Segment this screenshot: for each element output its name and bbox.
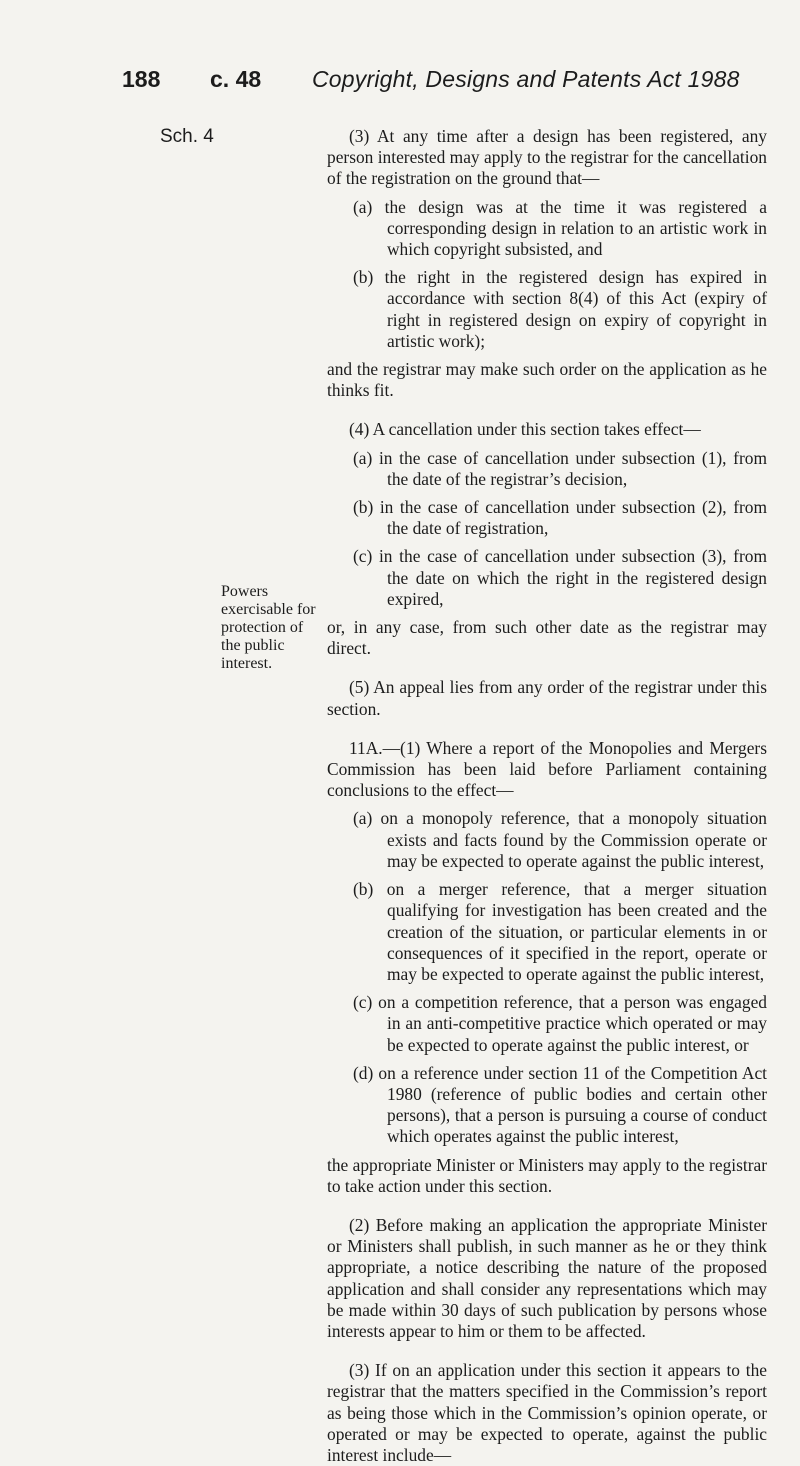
- section-11a-1d: (d) on a reference under section 11 of the Competition Act 1980 (reference of public bodies and certain other persons), that a person is pursuing a course of conduct which operates against the public interest,: [353, 1062, 767, 1147]
- paragraph-4-tail: or, in any case, from such other date as the registrar may direct.: [327, 617, 767, 659]
- section-11a-1b: (b) on a merger reference, that a merger situation qualifying for investigation has been created and the creation of the situation, or particular elements in or consequences of it specified in the report, operate or may be expected to operate against the public interest,: [353, 879, 767, 984]
- section-11a-1-tail: the appropriate Minister or Ministers may apply to the registrar to take action under this section.: [327, 1154, 767, 1196]
- section-11a-1: 11A.—(1) Where a report of the Monopolies and Mergers Commission has been laid before Parliament containing conclusions to the effect—: [327, 737, 767, 801]
- paragraph-3b: (b) the right in the registered design has expired in accordance with section 8(4) of this Act (expiry of right in registered design on expiry of copyright in artistic work);: [353, 267, 767, 351]
- page-number: 188: [122, 66, 161, 92]
- paragraph-3-tail: and the registrar may make such order on the application as he thinks fit.: [327, 359, 767, 401]
- paragraph-4b: (b) in the case of cancellation under subsection (2), from the date of registration,: [353, 497, 767, 539]
- section-11a-1a: (a) on a monopoly reference, that a monopoly situation exists and facts found by the Commission operate or may be expected to operate against the public interest,: [353, 808, 767, 871]
- paragraph-3a: (a) the design was at the time it was registered a corresponding design in relation to an artistic work in which copyright subsisted, and: [353, 196, 767, 260]
- chapter-number: c. 48: [210, 66, 262, 92]
- schedule-label: Sch. 4: [160, 126, 214, 147]
- paragraph-4: (4) A cancellation under this section takes effect—: [349, 419, 701, 440]
- running-title: Copyright, Designs and Patents Act 1988: [312, 66, 740, 92]
- paragraph-4c: (c) in the case of cancellation under subsection (3), from the date on which the right in the registered design expired,: [353, 546, 767, 609]
- paragraph-3: (3) At any time after a design has been registered, any person interested may apply to the registrar for the cancellation of the registration on the ground that—: [327, 126, 767, 189]
- section-11a-1c: (c) on a competition reference, that a person was engaged in an anti-competitive practice which operated or may be expected to operate against the public interest, or: [353, 992, 767, 1055]
- paragraph-5: (5) An appeal lies from any order of the registrar under this section.: [327, 677, 767, 719]
- paragraph-4a: (a) in the case of cancellation under subsection (1), from the date of the registrar’s decision,: [353, 447, 767, 489]
- section-11a-3: (3) If on an application under this section it appears to the registrar that the matters specified in the Commission’s report as being those which in the Commission’s opinion operate, or operated or may be expected to operate, against the public interest include—: [327, 1360, 767, 1465]
- section-11a-2: (2) Before making an application the appropriate Minister or Ministers shall publish, in such manner as he or they think appropriate, a notice describing the nature of the proposed application and shall consider any representations which may be made within 30 days of such publication by persons whose interests appear to him or them to be affected.: [327, 1214, 767, 1341]
- page-header: [0, 66, 800, 106]
- main-text: [327, 126, 767, 1466]
- side-note: Powers exercisable for protection of the public interest.: [221, 583, 316, 672]
